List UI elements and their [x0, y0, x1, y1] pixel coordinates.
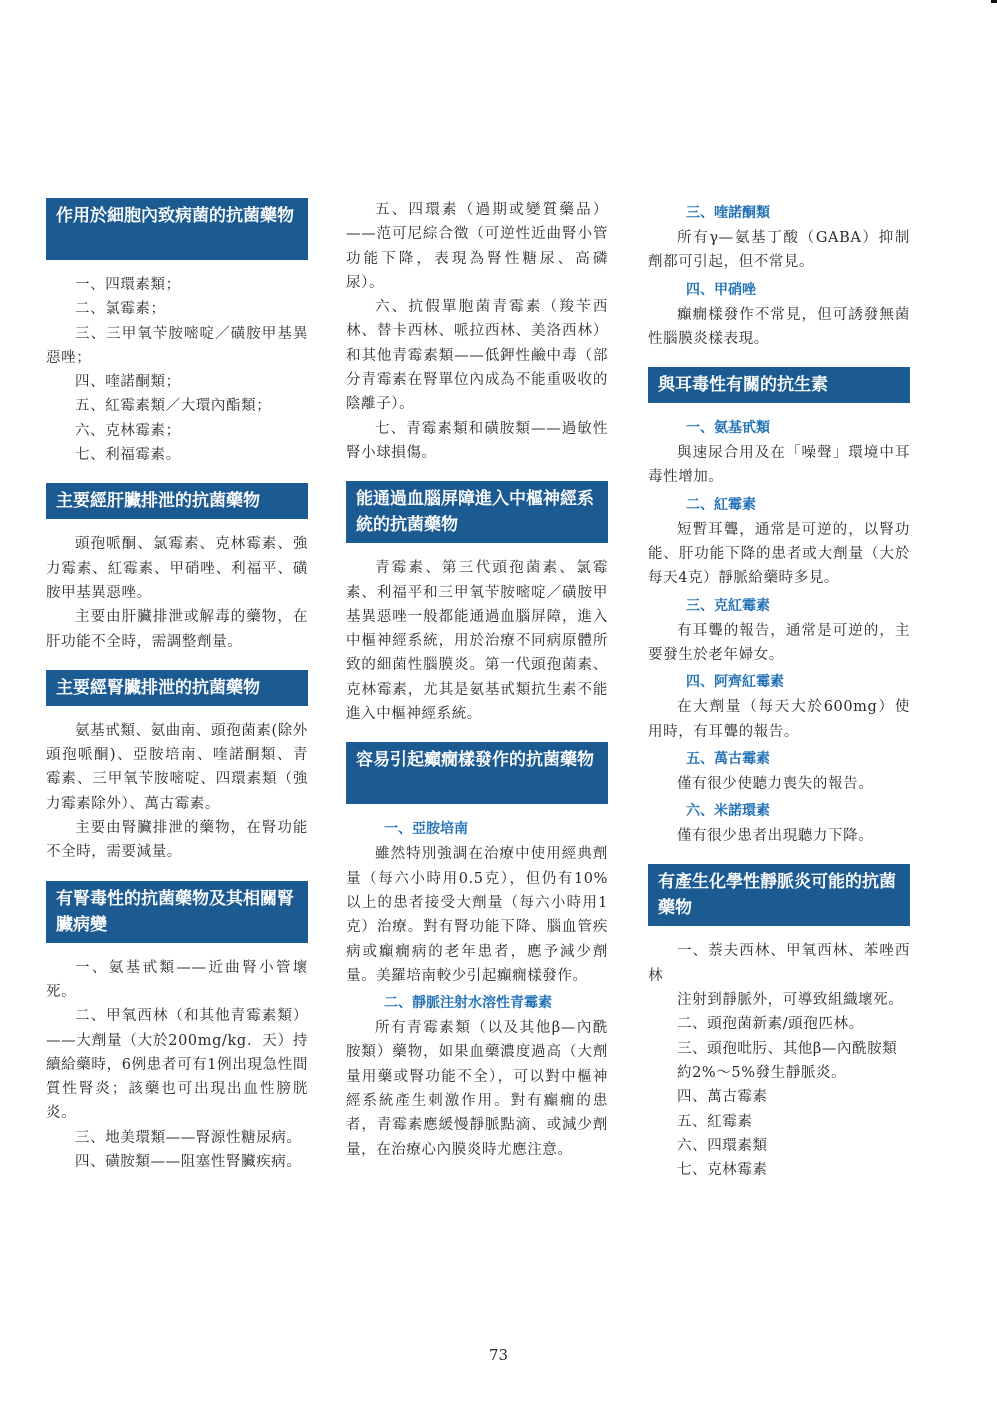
paragraph: 與速尿合用及在「噪聲」環境中耳毒性增加。 — [648, 445, 910, 486]
paragraph: 所有青霉素類（以及其他β—內酰胺類）藥物，如果血藥濃度過高（大劑量用藥或腎功能不全），可以對中樞神經系統產生刺激作用。對有癲癇的患者，青霉素應緩慢靜脈點滴、或減少劑量，在治療心內膜炎時尤應注意。 — [346, 1020, 608, 1158]
list-item: 七、利福霉素。 — [75, 447, 181, 464]
list-item: 三、三甲氧苄胺嘧啶／磺胺甲基異惡唑； — [46, 325, 308, 366]
paragraph: 有耳聾的報告，通常是可逆的，主要發生於老年婦女。 — [648, 622, 910, 663]
list-item: 三、頭孢吡肟、其他β—內酰胺類 — [677, 1040, 898, 1057]
subheading: 三、克紅霉素 — [686, 597, 770, 614]
list-item: 一、萘夫西林、甲氧西林、苯唑西林 — [648, 943, 910, 984]
subheading: 二、紅霉素 — [686, 496, 756, 513]
paragraph: 所有γ—氨基丁酸（GABA）抑制劑都可引起，但不常見。 — [648, 230, 910, 271]
paragraph: 頭孢哌酮、氯霉素、克林霉素、強力霉素、紅霉素、甲硝唑、利福平、磺胺甲基異惡唑。 — [46, 536, 308, 601]
list-item: 七、克林霉素 — [677, 1162, 768, 1179]
section-title-seizure: 容易引起癲癇樣發作的抗菌藥物 — [346, 742, 608, 804]
list-item: 約2%～5%發生靜脈炎。 — [677, 1064, 847, 1081]
paragraph: 青霉素、第三代頭孢菌素、氯霉素、利福平和三甲氧苄胺嘧啶／磺胺甲基異惡唑一般都能通過血腦屏障，進入中樞神經系統，用於治療不同病原體所致的細菌性腦膜炎。第一代頭孢菌素、克林霉素，尤其是氨基甙類抗生素不能進入中樞神經系統。 — [346, 560, 608, 723]
subheading: 二、靜脈注射水溶性青霉素 — [384, 995, 552, 1012]
list-item: 五、四環素（過期或變質藥品）——范可尼綜合徵（可逆性近曲腎小管功能下降，表現為腎性糖尿、高磷尿）。 — [346, 202, 608, 291]
list-item: 六、克林霉素； — [75, 422, 181, 439]
subheading: 四、甲硝唑 — [686, 281, 756, 298]
list-item: 五、紅霉素 — [677, 1113, 753, 1130]
subheading: 六、米諾環素 — [686, 803, 770, 820]
column-3 — [648, 198, 910, 1182]
paragraph: 短暫耳聾，通常是可逆的，以腎功能、肝功能下降的患者或大劑量（大於每天4克）靜脈給藥時多見。 — [648, 521, 910, 587]
section-title-ototoxic: 與耳毒性有關的抗生素 — [648, 367, 910, 403]
paragraph: 在大劑量（每天大於600mg）使用時，有耳聾的報告。 — [648, 699, 910, 740]
list-item: 四、萬古霉素 — [677, 1089, 768, 1106]
section-title-kidney: 主要經腎臟排泄的抗菌藥物 — [46, 670, 308, 706]
section-title-phlebitis: 有產生化學性靜脈炎可能的抗菌藥物 — [648, 864, 910, 926]
list-item: 五、紅霉素類／大環內酯類； — [75, 398, 272, 415]
corner-mark — [991, 0, 997, 3]
page-number: 73 — [488, 1346, 509, 1364]
paragraph: 主要由腎臟排泄的藥物，在腎功能不全時，需要減量。 — [46, 820, 308, 861]
column-1 — [46, 198, 308, 1174]
list-item: 六、四環素類 — [677, 1137, 768, 1154]
paragraph: 僅有很少使聽力喪失的報告。 — [677, 775, 874, 792]
subheading: 三、喹諾酮類 — [686, 205, 770, 221]
subheading: 一、氨基甙類 — [686, 420, 770, 437]
list-item: 四、磺胺類——阻塞性腎臟疾病。 — [75, 1154, 302, 1171]
paragraph: 氨基甙類、氨曲南、頭孢菌素(除外頭孢哌酮)、亞胺培南、喹諾酮類、青霉素、三甲氧苄胺嘧啶、四環素類（強力霉素除外）、萬古霉素。 — [46, 722, 308, 812]
section-title-liver: 主要經肝臟排泄的抗菌藥物 — [46, 483, 308, 519]
paragraph: 主要由肝臟排泄或解毒的藥物，在肝功能不全時，需調整劑量。 — [46, 609, 308, 650]
section-title-nephrotoxic: 有腎毒性的抗菌藥物及其相關腎臟病變 — [46, 881, 308, 943]
paragraph: 癲癇樣發作不常見，但可誘發無菌性腦膜炎樣表現。 — [648, 306, 910, 347]
paragraph: 雖然特別強調在治療中使用經典劑量（每六小時用0.5克），但仍有10%以上的患者接受大劑量（每六小時用1克）治療。對有腎功能下降、腦血管疾病或癲癇病的老年患者，應予減少劑量。美羅培南較少引起癲癇樣發作。 — [346, 846, 608, 984]
paragraph: 僅有很少患者出現聽力下降。 — [677, 828, 874, 845]
subheading: 四、阿齊紅霉素 — [686, 674, 784, 691]
subheading: 一、亞胺培南 — [384, 821, 468, 838]
list-item: 一、四環素類； — [75, 277, 181, 293]
list-item: 四、喹諾酮類； — [75, 374, 181, 391]
list-item: 七、青霉素類和磺胺類——過敏性腎小球損傷。 — [346, 420, 608, 461]
list-item: 六、抗假單胞菌青霉素（羧苄西林、替卡西林、哌拉西林、美洛西林）和其他青霉素類——低鉀性鹼中毒（部分青霉素在腎單位內成為不能重吸收的陰離子）。 — [346, 299, 608, 413]
list-item: 二、頭孢菌新素/頭孢匹林。 — [677, 1016, 864, 1033]
list-item: 二、甲氧西林（和其他青霉素類）——大劑量（大於200mg/kg．天）持續給藥時，6例患者可有1例出現急性間質性腎炎；該藥也可出現出血性膀胱炎。 — [46, 1008, 308, 1122]
subheading: 五、萬古霉素 — [686, 750, 770, 767]
list-item: 二、氯霉素； — [75, 301, 166, 318]
section-title-intracellular: 作用於細胞內致病菌的抗菌藥物 — [46, 198, 308, 260]
column-2 — [346, 198, 608, 1162]
list-item: 三、地美環類——腎源性糖尿病。 — [75, 1129, 302, 1146]
list-item: 注射到靜脈外，可導致組織壞死。 — [677, 992, 904, 1009]
list-item: 一、氨基甙類——近曲腎小管壞死。 — [46, 959, 308, 1000]
section-title-blood-brain-barrier: 能通過血腦屏障進入中樞神經系統的抗菌藥物 — [346, 481, 608, 543]
